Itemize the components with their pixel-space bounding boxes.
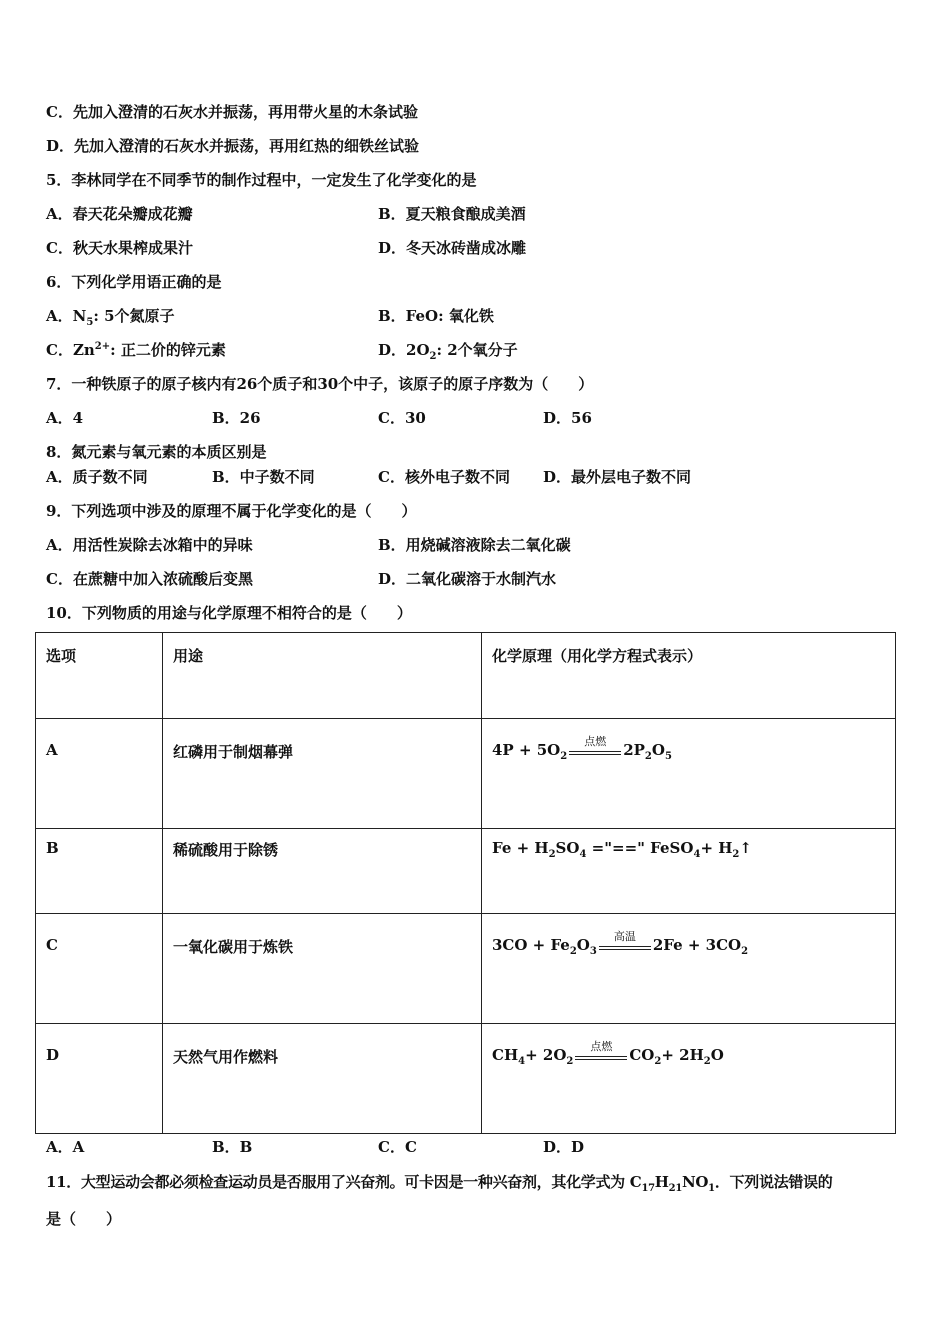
q10-option-a: A．A — [46, 1138, 85, 1156]
q6-option-d: D．$2O_2$: 2个氧分子 — [378, 341, 518, 362]
header-principle: 化学原理（用化学方程式表示） — [482, 633, 896, 719]
row-option: D — [36, 1024, 163, 1134]
q6-option-a: A．$N_5$: 5个氮原子 — [46, 307, 175, 328]
q5-option-d: D．冬天冰砖凿成冰雕 — [378, 239, 527, 257]
q9-option-d: D．二氧化碳溶于水制汽水 — [378, 570, 557, 588]
q4-option-c: C．先加入澄清的石灰水并振荡，再用带火星的木条试验 — [46, 103, 418, 121]
chemistry-table — [35, 632, 896, 1134]
question-8: 8．氮元素与氧元素的本质区别是 — [46, 443, 267, 461]
question-9: 9．下列选项中涉及的原理不属于化学变化的是（ ） — [46, 502, 417, 520]
q4-option-d: D．先加入澄清的石灰水并振荡，再用红热的细铁丝试验 — [46, 137, 420, 155]
row-option: A — [36, 719, 163, 829]
q8-option-c: C．核外电子数不同 — [378, 468, 510, 486]
table-row — [36, 1024, 896, 1134]
q9-option-a: A．用活性炭除去冰箱中的异味 — [46, 536, 253, 554]
question-11: 11．大型运动会都必须检查运动员是否服用了兴奋剂。可卡因是一种兴奋剂，其化学式为 $C_{17}H_{21}NO_1$．下列说法错误的 — [46, 1173, 833, 1194]
table-header-row — [36, 633, 896, 719]
q5-option-a: A．春天花朵瓣成花瓣 — [46, 205, 193, 223]
q5-option-c: C．秋天水果榨成果汁 — [46, 239, 193, 257]
question-6: 6．下列化学用语正确的是 — [46, 273, 222, 291]
q9-option-c: C．在蔗糖中加入浓硫酸后变黑 — [46, 570, 253, 588]
q5-option-b: B．夏天粮食酿成美酒 — [378, 205, 526, 223]
row-option: C — [36, 914, 163, 1024]
header-use: 用途 — [163, 633, 482, 719]
row-use: 天然气用作燃料 — [163, 1024, 482, 1134]
row-equation: $CH_4+ 2O_2$ 点燃 $CO_2+ 2H_2O$ — [482, 1024, 896, 1134]
row-equation: $4P + 5O_2$ 点燃 $2P_2O_5$ — [482, 719, 896, 829]
row-use: 红磷用于制烟幕弹 — [163, 719, 482, 829]
question-7: 7．一种铁原子的原子核内有26个质子和30个中子，该原子的原子序数为（ ） — [46, 375, 594, 393]
reaction-arrow: 点燃 — [575, 1046, 627, 1066]
row-use: 一氧化碳用于炼铁 — [163, 914, 482, 1024]
question-11-continued: 是（ ） — [46, 1210, 122, 1228]
table-row — [36, 914, 896, 1024]
question-10: 10．下列物质的用途与化学原理不相符合的是（ ） — [46, 604, 412, 622]
q7-option-b: B．26 — [212, 409, 261, 427]
q6-option-b: B．FeO: 氧化铁 — [378, 307, 494, 325]
row-option: B — [36, 829, 163, 914]
q10-option-b: B．B — [212, 1138, 253, 1156]
reaction-arrow: 高温 — [599, 936, 651, 956]
reaction-arrow: 点燃 — [569, 741, 621, 761]
question-5: 5．李林同学在不同季节的制作过程中，一定发生了化学变化的是 — [46, 171, 477, 189]
q6-option-c: C．$Zn^{2+}$: 正二价的锌元素 — [46, 341, 226, 359]
q9-option-b: B．用烧碱溶液除去二氧化碳 — [378, 536, 571, 554]
q8-option-a: A．质子数不同 — [46, 468, 148, 486]
q10-option-c: C．C — [378, 1138, 417, 1156]
header-option: 选项 — [36, 633, 163, 719]
q10-option-d: D．D — [543, 1138, 585, 1156]
q7-option-c: C．30 — [378, 409, 426, 427]
q8-option-d: D．最外层电子数不同 — [543, 468, 692, 486]
row-use: 稀硫酸用于除锈 — [163, 829, 482, 914]
row-equation: $Fe + H_2SO_4$ ="==" FeSO$_4$+ $H_2↑$ — [482, 829, 896, 914]
table-row — [36, 719, 896, 829]
q8-option-b: B．中子数不同 — [212, 468, 315, 486]
q7-option-d: D．56 — [543, 409, 592, 427]
row-equation: $3CO + Fe_2O_3$ 高温 $2Fe + 3CO_2$ — [482, 914, 896, 1024]
table-row — [36, 829, 896, 914]
q7-option-a: A．4 — [46, 409, 84, 427]
